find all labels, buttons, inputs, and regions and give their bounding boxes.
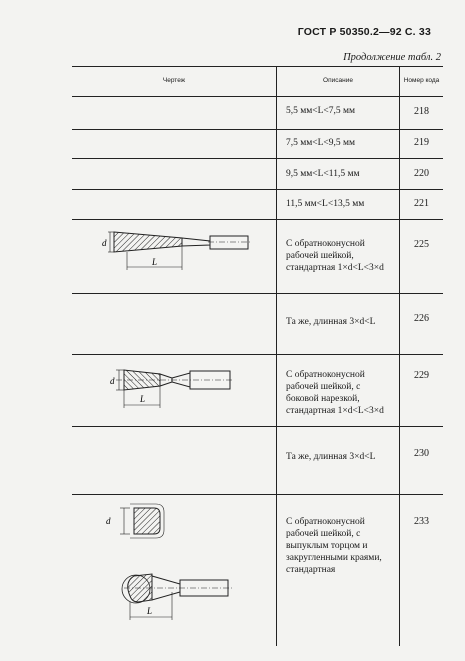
table-row-description: Та же, длинная 3×d<L: [286, 317, 376, 327]
table-row-description: С обратноконусной рабочей шейкой, стандартная 1×d<L<3×d: [286, 239, 384, 273]
table-row-description: 7,5 мм<L<9,5 мм: [286, 138, 356, 148]
dimension-label-d: d: [110, 376, 115, 386]
bur-drawing-standard: [72, 222, 272, 292]
table-row-description: 9,5 мм<L<11,5 мм: [286, 169, 360, 179]
row-separator: [72, 219, 443, 220]
header-bottom-border: [72, 96, 443, 97]
column-divider-code: [399, 66, 400, 646]
page-header: ГОСТ Р 50350.2—92 С. 33: [297, 26, 431, 38]
table-row-description: Та же, длинная 3×d<L: [286, 452, 376, 462]
table-row-code: 233: [414, 516, 429, 527]
table-row-code: 230: [414, 448, 429, 459]
table-row-code: 225: [414, 239, 429, 250]
bur-drawing-side-cut: [72, 356, 272, 426]
table-row-description: С обратноконусной рабочей шейкой, с выпуклым торцом и закругленными краями, стандартная: [286, 517, 382, 575]
table-row-description: 11,5 мм<L<13,5 мм: [286, 199, 365, 209]
specification-table: [72, 66, 443, 646]
table-row-description: С обратноконусной рабочей шейкой, с боковой нарезкой, стандартная 1×d<L<3×d: [286, 370, 384, 416]
row-separator: [72, 354, 443, 355]
dimension-label-l: L: [147, 606, 153, 616]
table-continuation-label: Продолжение табл. 2: [343, 52, 441, 63]
column-header-code: Номер кода: [403, 77, 440, 85]
dimension-label-d: d: [106, 516, 111, 526]
bur-drawing-rounded-end: [72, 496, 272, 646]
table-row-code: 226: [414, 313, 429, 324]
row-separator: [72, 426, 443, 427]
column-divider-drawing: [276, 66, 277, 646]
dimension-label-l: L: [140, 394, 146, 404]
row-separator: [72, 494, 443, 495]
row-separator: [72, 129, 443, 130]
table-row-code: 220: [414, 168, 429, 179]
row-separator: [72, 158, 443, 159]
column-header-drawing: Чертеж: [162, 77, 186, 85]
dimension-label-d: d: [102, 238, 107, 248]
table-row-code: 218: [414, 106, 429, 117]
table-row-code: 219: [414, 137, 429, 148]
dimension-label-l: L: [152, 257, 158, 267]
row-separator: [72, 189, 443, 190]
table-row-code: 229: [414, 370, 429, 381]
column-header-description: Описание: [323, 77, 353, 85]
table-row-code: 221: [414, 198, 429, 209]
table-row-description: 5,5 мм<L<7,5 мм: [286, 106, 356, 116]
row-separator: [72, 293, 443, 294]
